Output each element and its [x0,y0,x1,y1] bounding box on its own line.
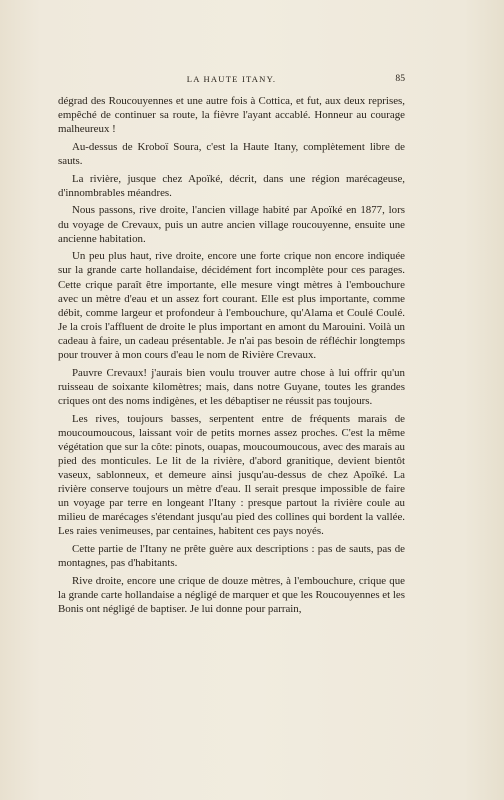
paragraph: Un peu plus haut, rive droite, encore une forte crique non encore indiquée sur la grande carte hollandaise, décidément fort incomplète pour ces parages. Cette crique paraît être importante, elle mesure vingt mètres à l'embouchure avec un mètre d'eau et un assez fort courant. Elle est plus importante, comme débit, comme largeur et profondeur à l'embouchure, qu'Alama et Coulé Coulé. Je la crois l'affluent de droite le plus important en amont du Marouini. Voilà un cadeau à faire, un cadeau présentable. Je n'ai pas besoin de réfléchir longtemps pour trouver à mon cours d'eau le nom de Rivière Crevaux. [58,250,405,361]
paragraph-continuation: dégrad des Roucouyennes et une autre fois à Cottica, et fut, aux deux reprises, empêché de continuer sa route, la fièvre l'ayant accablé. Honneur au courage malheureux ! [58,95,405,136]
body-text [58,94,405,620]
page-number: 85 [395,73,405,84]
paragraph: Au-dessus de Kroboï Soura, c'est la Haute Itany, complètement libre de sauts. [58,140,405,167]
paragraph: Rive droite, encore une crique de douze mètres, à l'embouchure, crique que la grande carte hollandaise a négligé de marquer et que les Roucouyennes et les Bonis ont négligé de baptiser. Je lui donne pour parrain, [58,574,405,615]
running-title: LA HAUTE ITANY. [186,74,277,84]
paragraph: Pauvre Crevaux! j'aurais bien voulu trouver autre chose à lui offrir qu'un ruisseau de soixante kilomètres; mais, dans notre Guyane, toutes les grandes criques ont des noms indigènes, et les débaptiser ne réussit pas toujours. [58,366,405,407]
paragraph: Nous passons, rive droite, l'ancien village habité par Apoïké en 1877, lors du voyage de Crevaux, puis un autre ancien village roucouyenne, ensuite une ancienne habitation. [58,204,405,245]
paragraph: Cette partie de l'Itany ne prête guère aux descriptions : pas de sauts, pas de montagnes, pas d'habitants. [58,542,405,570]
page-header [58,72,405,86]
paragraph: La rivière, jusque chez Apoïké, décrit, dans une région marécageuse, d'innombrables méandres. [58,172,405,199]
paragraph: Les rives, toujours basses, serpentent entre de fréquents marais de moucoumoucous, laissant voir de petits mornes assez proches. C'est la même végétation que sur la côte: pinots, ouapas, moucoumoucous, avec des marais au pied des monticules. Le lit de la rivière, d'abord granitique, devient bientôt vaseux, sablonneux, et demeure ainsi jusqu'au-dessus de chez Apoïké. La rivière conserve toujours un mètre d'eau. Il serait presque impossible de faire un voyage par terre en longeant l'Itany : presque partout la rivière coule au milieu de marécages s'étendant jusqu'au pied des collines qui bordent la vallée. Les raies venimeuses, par centaines, habitent ces pays noyés. [58,412,405,538]
